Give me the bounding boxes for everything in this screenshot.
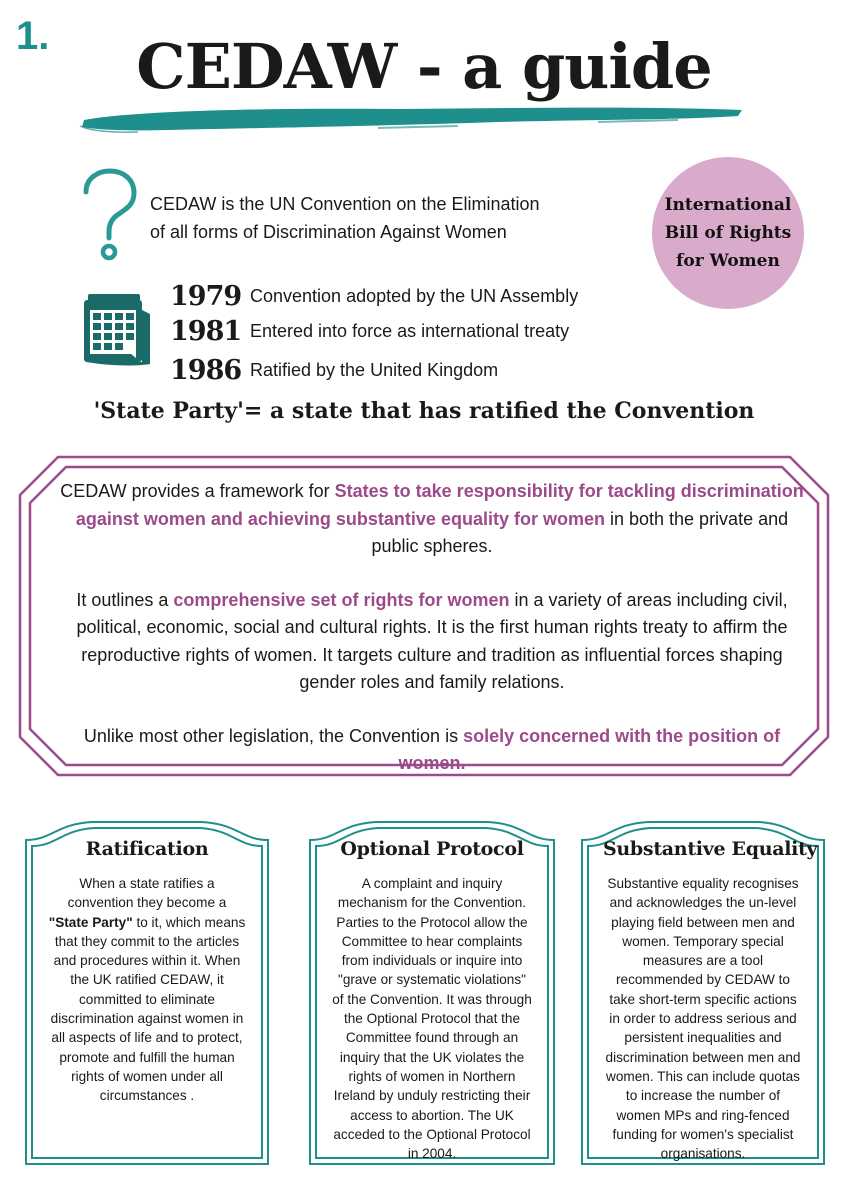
calendar-icon [80, 290, 156, 370]
cedaw-definition [150, 190, 610, 246]
text-run: in a variety of areas including civil, political, economic, social and cultural rights. It is the first human rights treaty to affirm the reproductive rights of women. It targets culture and tradition as influential forces shaping gender roles and family relations. [76, 589, 788, 692]
optional-protocol-card [332, 838, 532, 1163]
timeline-year: 1981 [170, 315, 242, 347]
highlight-text: solely concerned with the position of women. [398, 725, 781, 773]
state-party-definition: 'State Party'= a state that has ratified the Convention [93, 398, 755, 424]
card-body: Substantive equality recognises and acknowledges the un-level playing field between men and women. Temporary special measures are a tool recommended by CEDAW to take short-term specific actions in order to address serious and persistent inequalities and discrimination between men and women. This can include quotas to increase the number of women MPs and ring-fenced funding for women's specialist organisations. [605, 876, 801, 1162]
framework-paragraph-1 [52, 478, 812, 561]
text-run: in both the private and public spheres. [371, 508, 789, 556]
timeline-row [170, 278, 578, 314]
text-run: Unlike most other legislation, the Convention is [83, 725, 464, 746]
text-run: It outlines a [76, 589, 174, 610]
question-mark-icon [78, 168, 142, 264]
brush-underline [78, 100, 748, 136]
card-title: Substantive Equality [603, 838, 818, 860]
card-body [47, 874, 247, 1106]
timeline-text: Ratified by the United Kingdom [250, 359, 499, 380]
text-run: to it, which means that they commit to the articles and procedures within it. When the UK ratified CEDAW, it committed to eliminate discrimination against women in all aspects of life and to protect, promote and fulfill the human rights of women under all circumstances . [50, 914, 246, 1104]
card-body: A complaint and inquiry mechanism for the Convention. Parties to the Protocol allow the Committee to hear complaints from individuals or inquire into "grave or systematic violations" of the Convention. It was through the Optional Protocol that the Committee found through an inquiry that the UK violates the rights of women in Northern Ireland by unduly restricting their access to abortion. The UK acceded to the Optional Protocol in 2004. [332, 876, 532, 1162]
text-run: When a state ratifies a convention they become a [67, 876, 227, 911]
highlight-text: States to take responsibility for tackling discrimination against women and achieving substantive equality for women [75, 481, 804, 529]
framework-paragraph-3 [52, 723, 812, 778]
framework-paragraph-2 [52, 587, 812, 697]
timeline-year: 1979 [170, 280, 242, 312]
page-number: 1. [16, 14, 50, 58]
framework-text [52, 478, 812, 804]
timeline-text: Entered into force as international treaty [250, 320, 570, 341]
bubble-line-3: for Women [676, 251, 780, 271]
substantive-equality-card [603, 838, 818, 1163]
intro-line-2: of all forms of Discrimination Against Women [150, 222, 507, 242]
timeline-year: 1986 [170, 354, 242, 386]
bold-text: "State Party" [48, 914, 133, 930]
timeline-row [170, 352, 498, 388]
bubble-line-1: International [664, 195, 792, 215]
ratification-card [47, 838, 247, 1106]
bubble-line-2: Bill of Rights [664, 223, 792, 243]
text-run: CEDAW provides a framework for [60, 481, 335, 501]
bill-of-rights-bubble [652, 157, 804, 309]
timeline-text: Convention adopted by the UN Assembly [250, 285, 579, 306]
card-title: Ratification [85, 838, 209, 860]
timeline-row [170, 313, 569, 349]
highlight-text: comprehensive set of rights for women [173, 589, 510, 610]
page-title: CEDAW - a guide [136, 30, 712, 103]
card-title: Optional Protocol [340, 838, 524, 860]
intro-line-1: CEDAW is the UN Convention on the Elimination [150, 194, 540, 214]
